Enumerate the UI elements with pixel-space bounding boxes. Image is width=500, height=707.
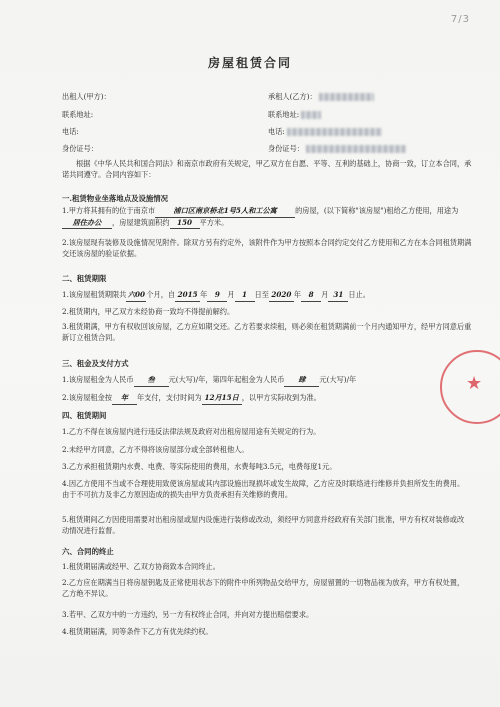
handwritten-address: 浦口区南京桥北1号5人和工公寓	[155, 206, 295, 218]
handwritten-rent: 叁	[134, 375, 169, 387]
lessee-label: 承租人(乙方)：	[268, 92, 317, 101]
seal-star-icon: ★	[466, 373, 483, 394]
handwritten-rent-year-4: 肆	[284, 375, 319, 387]
section-6-clause-3: 3.若甲、乙双方中的一方违约，另一方有权终止合同，并向对方提出赔偿要求。	[62, 610, 314, 619]
handwritten-start-day: 1	[235, 290, 255, 302]
section-2-title: 二、租赁期限	[62, 274, 107, 283]
lessor-address-field	[62, 110, 93, 119]
lessee-id-label: 身份证号：	[268, 144, 304, 153]
clause-text: 年支付，支付时间为	[136, 393, 202, 402]
lessee-address-field	[268, 110, 321, 119]
lessor-id-field	[62, 144, 98, 153]
intro-paragraph: 根据《中华人民共和国合同法》和南京市政府有关规定，甲乙双方在自愿、平等、互利的基础上，协商一致，订立本合同，承诺共同遵守。合同内容如下：	[62, 159, 472, 179]
clause-text: 月	[321, 290, 329, 299]
section-2-clause-2: 2.租赁期内，甲乙双方未经协商一致均不得提前解约。	[62, 307, 235, 316]
clause-text: 的房屋，(以下简称"该房屋")租给乙方使用，用途为	[295, 206, 459, 215]
lessee-field	[268, 92, 374, 101]
section-2-clause-3: 3.租赁期满，甲方有权收回该房屋，乙方应如期交还。乙方若要求续租，则必须在租赁期满前一个月内通知甲方，经甲方同意后重新订立租赁合同。	[62, 322, 472, 342]
section-6-clause-4: 4.租赁期届满，同等条件下乙方有优先续约权。	[62, 627, 213, 636]
handwritten-end-year: 2020	[269, 290, 294, 302]
handwritten-start-year: 2015	[175, 290, 200, 302]
handwritten-area: 150	[170, 218, 200, 230]
clause-text: 年	[293, 290, 302, 299]
section-6-title: 六、合同的终止	[62, 547, 114, 556]
handwritten-pay-interval: 年	[112, 393, 137, 405]
redacted-lessee-name	[319, 93, 374, 101]
section-1-clause-1	[62, 206, 472, 229]
clause-text: 1.该房屋租金为人民币	[62, 375, 134, 384]
clause-text: 日止。	[348, 290, 370, 299]
lessor-address-label: 联系地址:	[62, 110, 94, 119]
document-title: 房屋租赁合同	[207, 56, 292, 70]
handwritten-end-day: 31	[328, 290, 348, 302]
section-3-clause-2	[62, 393, 442, 405]
section-1-clause-2: 2.该房屋现有装修及设施情况见附件。除双方另有约定外，该附件作为甲方按照本合同约定交付乙方使用和乙方在本合同租赁期满交还该房屋的验证依据。	[62, 238, 472, 258]
lessee-phone-field	[268, 127, 382, 136]
redacted-lessee-phone	[287, 128, 382, 136]
clause-text: 年	[200, 290, 208, 299]
clause-text: 1.该房屋租赁期限共	[62, 290, 127, 299]
clause-text: 1.甲方将其拥有的位于南京市	[62, 206, 156, 215]
lessor-label: 出租人(甲方)：	[62, 92, 111, 101]
section-1-title: 一.租赁物业坐落地点及设施情况	[62, 194, 169, 203]
clause-text: 月	[227, 290, 235, 299]
clause-text: ，以甲方实际收到为准。	[241, 393, 321, 402]
handwritten-usage: 居住办公	[62, 218, 112, 230]
section-3-title: 三、租金及支付方式	[62, 359, 129, 368]
lessor-field	[62, 92, 111, 101]
section-4-clause-4: 4.因乙方使用不当或不合理使用致使该房屋或其内部设施出现损坏或发生故障，乙方应及时联络进行维修并负担所发生的费用。由于不可抗力及非乙方原因造成的损失由甲方负责承担有关维修的费用。	[62, 479, 465, 499]
lessee-id-field	[268, 144, 406, 153]
section-4-clause-1: 1.乙方不得在该房屋内进行违反法律法规及政府对出租房屋用途有关规定的行为。	[62, 427, 321, 436]
lessor-phone-field	[62, 127, 79, 136]
clause-text: 平方米。	[199, 217, 229, 227]
section-6-clause-1: 1.租赁期届满或经甲、乙双方协商致本合同终止。	[62, 562, 220, 571]
redacted-lessee-id	[306, 145, 406, 153]
lessee-phone-label: 电话:	[268, 127, 285, 136]
handwritten-pay-date: 12月15日	[202, 393, 242, 405]
lessor-phone-label: 电话:	[62, 127, 79, 136]
section-4-title: 四、租赁期间	[62, 411, 107, 420]
section-4-clause-5: 5.租赁期间乙方因使用需要对出租房屋或屋内设施进行装修或改动，须经甲方同意并经政府有关部门批准，甲方有权对装修或改动情况进行监督。	[62, 515, 465, 535]
section-4-clause-2: 2.未经甲方同意，乙方不得将该房屋部分或全部转租他人。	[62, 445, 249, 454]
section-2-clause-1	[62, 290, 472, 302]
clause-text: 2.该房屋租金按	[62, 393, 112, 402]
lessee-address-label: 联系地址:	[268, 110, 300, 119]
section-6-clause-2: 2.乙方应在期满当日将房屋钥匙及正常使用状态下的附件中所列物品交给甲方，房屋留置的一切物品视为放弃，甲方有权处置，乙方绝不异议。	[62, 578, 465, 598]
section-3-clause-1	[62, 375, 442, 387]
corner-note: 7/3	[450, 14, 470, 25]
handwritten-months: 六00	[126, 290, 146, 302]
clause-text: 元(大写)/年，第四年起租金为人民币	[168, 375, 285, 384]
clause-text: 个月，自	[146, 290, 176, 299]
clause-text: 日至	[254, 290, 269, 299]
redacted-lessee-address	[301, 111, 321, 119]
lessor-id-label: 身份证号：	[62, 144, 98, 153]
section-4-clause-3: 3.乙方承担租赁期内水费、电费、等实际使用的费用，水费每吨3.5元，电费每度1元。	[62, 462, 337, 471]
handwritten-end-month: 8	[301, 290, 321, 302]
clause-text: 元(大写)/年	[319, 375, 357, 384]
clause-text: ，房屋建筑面积约	[112, 217, 170, 227]
handwritten-start-month: 9	[207, 290, 227, 302]
